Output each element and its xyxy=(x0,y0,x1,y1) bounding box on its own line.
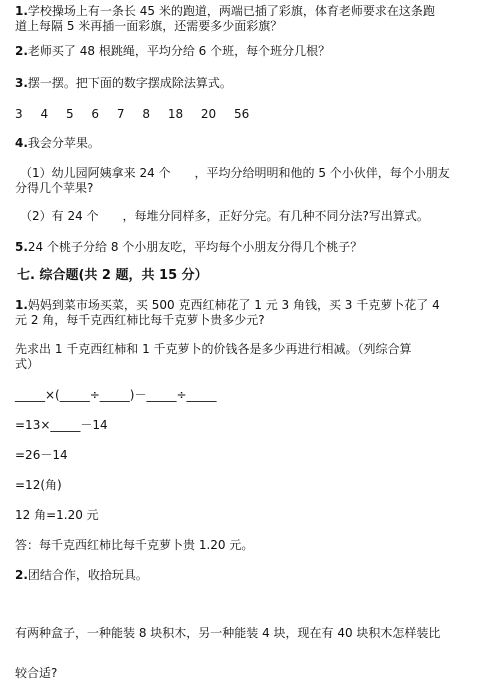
q1-number: 1. xyxy=(15,4,28,18)
c2 xyxy=(15,568,148,582)
c2-text: 团结合作，收拾玩具。 xyxy=(27,568,148,582)
q1-line1 xyxy=(15,4,435,18)
c1-hint-line1: 先求出 1 千克西红柿和 1 千克萝卜的价钱各是多少再进行相减。（列综合算 xyxy=(15,342,412,356)
c1-step2: =26－14 xyxy=(15,448,68,462)
c1-line1 xyxy=(15,298,440,312)
q4-sub1-line1: （1）幼儿园阿姨拿来 24 个 ，平均分给明明和他的 5 个小伙伴，每个小朋友 xyxy=(20,166,450,180)
number-item: 4 xyxy=(40,107,49,121)
q1-line2: 道上每隔 5 米再插一面彩旗，还需要多少面彩旗？ xyxy=(15,19,283,33)
q1-text: 学校操场上有一条长 45 米的跑道，两端已插了彩旗，体育老师要求在这条跑 xyxy=(27,4,435,18)
q5-number: 5. xyxy=(15,240,28,254)
c1-step3: =12(角) xyxy=(15,478,62,492)
q3-text: 摆一摆。把下面的数字摆成除法算式。 xyxy=(27,76,232,90)
number-item: 56 xyxy=(234,107,250,121)
number-item: 8 xyxy=(142,107,150,121)
q4 xyxy=(15,136,100,150)
number-item: 20 xyxy=(200,107,217,121)
c2-number: 2. xyxy=(15,568,28,582)
q2-number: 2. xyxy=(15,44,28,58)
number-item: 6 xyxy=(91,107,100,121)
c1-line2: 元 2 角，每千克西红柿比每千克萝卜贵多少元? xyxy=(15,313,265,327)
q4-sub1-line2: 分得几个苹果? xyxy=(15,181,94,195)
number-item: 3 xyxy=(15,107,23,121)
q4-text: 我会分苹果。 xyxy=(27,136,100,150)
c1-step4: 12 角=1.20 元 xyxy=(15,508,99,522)
number-item: 5 xyxy=(65,107,74,121)
q5-text: 24 个桃子分给 8 个小朋友吃，平均每个小朋友分得几个桃子？ xyxy=(27,240,363,254)
number-item: 7 xyxy=(116,107,125,121)
c1-number: 1. xyxy=(15,298,28,312)
q2-text: 老师买了 48 根跳绳，平均分给 6 个班，每个班分几根？ xyxy=(27,44,331,58)
c1-step1: =13×_____－14 xyxy=(15,418,108,432)
q2 xyxy=(15,44,330,58)
q3 xyxy=(15,76,232,90)
number-item: 18 xyxy=(167,107,184,121)
c1-text: 妈妈到菜市场买菜，买 500 克西红柿花了 1 元 3 角钱，买 3 千克萝卜花了 4 xyxy=(27,298,440,312)
c1-hint-line2: 式） xyxy=(15,357,40,371)
q3-number: 3. xyxy=(15,76,28,90)
number-list xyxy=(15,107,263,121)
q5 xyxy=(15,240,362,254)
c1-answer: 答：每千克西红柿比每千克萝卜贵 1.20 元。 xyxy=(15,538,254,552)
q4-sub2: （2）有 24 个 ，每堆分同样多，正好分完。有几种不同分法?写出算式。 xyxy=(20,209,429,223)
q4-number: 4. xyxy=(15,136,28,150)
c2-line2: 较合适? xyxy=(15,666,58,680)
section-title: 七. 综合题(共 2 题，共 15 分） xyxy=(17,268,208,283)
c1-formula: _____×(_____÷_____)－_____÷_____ xyxy=(15,388,217,402)
c2-line1: 有两种盒子，一种能装 8 块积木，另一种能装 4 块，现在有 40 块积木怎样装比 xyxy=(15,626,441,640)
